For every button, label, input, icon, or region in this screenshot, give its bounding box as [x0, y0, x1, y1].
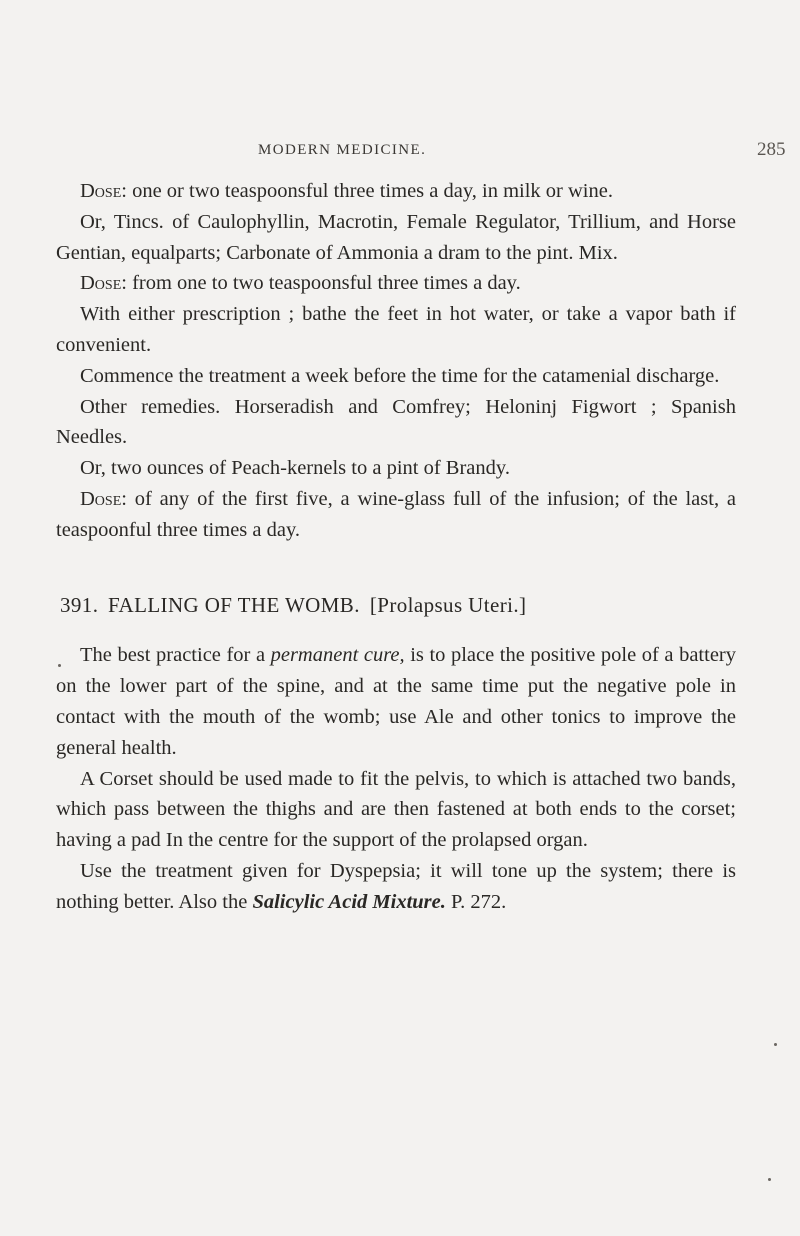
paragraph-dyspepsia: [56, 856, 736, 918]
page-number: 285: [757, 139, 786, 160]
section-number: 391.: [60, 592, 99, 617]
dose-label: Dose: [80, 272, 122, 295]
paper-speck: [58, 664, 61, 667]
paragraph-commence: Commence the treatment a week before the time for the catamenial discharge.: [80, 364, 720, 387]
paragraph-text: : of any of the first five, a wine-glass full of the infusion; of the last, a teaspoonful three times a day.: [56, 487, 736, 541]
paragraph-tinctures: Or, Tincs. of Caulophyllin, Macrotin, Female Regulator, Trillium, and Horse Gentian, equalparts; Carbonate of Ammonia a dram to the pint. Mix.: [56, 210, 736, 264]
paragraph-peach-kernels: Or, two ounces of Peach-kernels to a pint of Brandy.: [80, 457, 510, 480]
paragraph-prescription: With either prescription ; bathe the feet in hot water, or take a vapor bath if convenient.: [56, 303, 736, 356]
section-heading: [56, 590, 736, 621]
emphasis-permanent-cure: permanent cure,: [270, 644, 405, 667]
section-subtitle: [Prolapsus Uteri.]: [369, 592, 527, 617]
emphasis-salicylic-acid: Salicylic Acid Mixture.: [252, 890, 446, 913]
running-title: MODERN MEDICINE.: [258, 142, 427, 158]
running-head: [0, 139, 800, 166]
paragraph-text: P. 272.: [445, 890, 507, 913]
paper-speck: [768, 1178, 771, 1181]
paragraph-text: : one or two teaspoonsful three times a day, in milk or wine.: [121, 180, 613, 202]
section-title: FALLING OF THE WOMB.: [108, 592, 360, 617]
paragraph-dose-3: [56, 484, 736, 546]
paragraph-dose-2: [56, 268, 736, 299]
paragraph-text: is to place the positive pole of a battery on the lower part of the spine, and at the same time put the negative pole in contact with the mouth of the womb; use Ale and other tonics to improve the general health.: [56, 644, 736, 759]
paragraph-text: : from one to two teaspoonsful three times a day.: [121, 272, 521, 295]
paragraph-corset: A Corset should be used made to fit the pelvis, to which is attached two bands, which pass between the thighs and are then fastened at both ends to the corset; having a pad In the centre for the support of the prolapsed organ.: [56, 767, 736, 852]
paragraph-text: The best practice for a: [80, 644, 271, 667]
dose-label: Dose: [80, 487, 122, 510]
paper-speck: [774, 1043, 777, 1046]
text-block: [56, 176, 736, 918]
paragraph-other-remedies: Other remedies. Horseradish and Comfrey; Heloninj Figwort ; Spanish Needles.: [56, 395, 736, 449]
paragraph-best-practice: [56, 640, 736, 763]
dose-label: Dose: [80, 180, 122, 202]
paragraph-dose-1: [56, 176, 736, 207]
paragraph-text: Use the treatment given for Dyspepsia; it will tone up the system; there is nothing better. Also the: [56, 859, 736, 913]
